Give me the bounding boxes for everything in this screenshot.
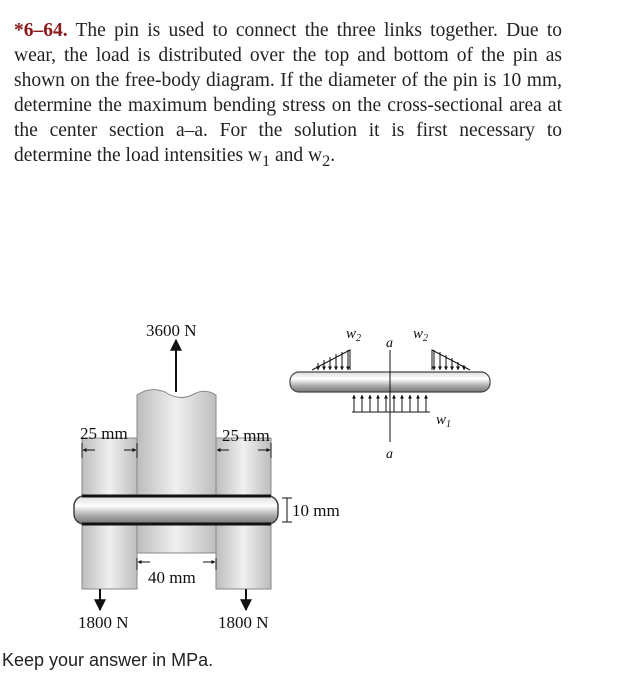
w2-left-label: $w_2$	[346, 326, 362, 344]
w2-subscript: 2	[322, 151, 331, 170]
right-width-label: 25 mm	[222, 426, 270, 445]
right-link-bottom	[216, 521, 271, 589]
right-load-label: 1800 N	[218, 613, 269, 632]
pin-diameter-label: 10 mm	[292, 501, 340, 520]
problem-statement	[14, 18, 562, 174]
answer-note: Keep your answer in MPa.	[2, 650, 214, 670]
w1-subscript: 1	[262, 151, 271, 170]
middle-width-label: 40 mm	[148, 568, 196, 587]
problem-text: The pin is used to connect the three links together. Due to wear, the load is distributed over the top and bottom of the pin as shown on the free-body diagram. If the diameter of the pin is 10 mm, determine the maximum bending stress on the cross-sectional area at the center section a–a. For the solution it is first necessary to determine the load intensities w	[14, 20, 562, 166]
problem-number: *6–64.	[14, 20, 68, 41]
pin-figure	[0, 300, 560, 640]
left-load-label: 1800 N	[78, 613, 129, 632]
w2-right-label: $w_2$	[413, 326, 429, 344]
top-load-label: 3600 N	[146, 321, 197, 340]
center-link	[137, 390, 216, 500]
w1-label: $w_1$	[436, 412, 452, 430]
section-a-bottom: a	[386, 447, 393, 462]
right-link-top	[216, 438, 271, 500]
problem-end: .	[330, 145, 336, 166]
left-link-bottom	[82, 521, 137, 589]
left-width-label: 25 mm	[80, 424, 128, 443]
problem-and: and w	[270, 145, 323, 166]
center-link-bottom	[137, 521, 216, 553]
free-body-diagram	[290, 326, 490, 462]
left-link-top	[82, 438, 137, 500]
section-a-top: a	[386, 336, 393, 351]
pin	[74, 496, 278, 524]
